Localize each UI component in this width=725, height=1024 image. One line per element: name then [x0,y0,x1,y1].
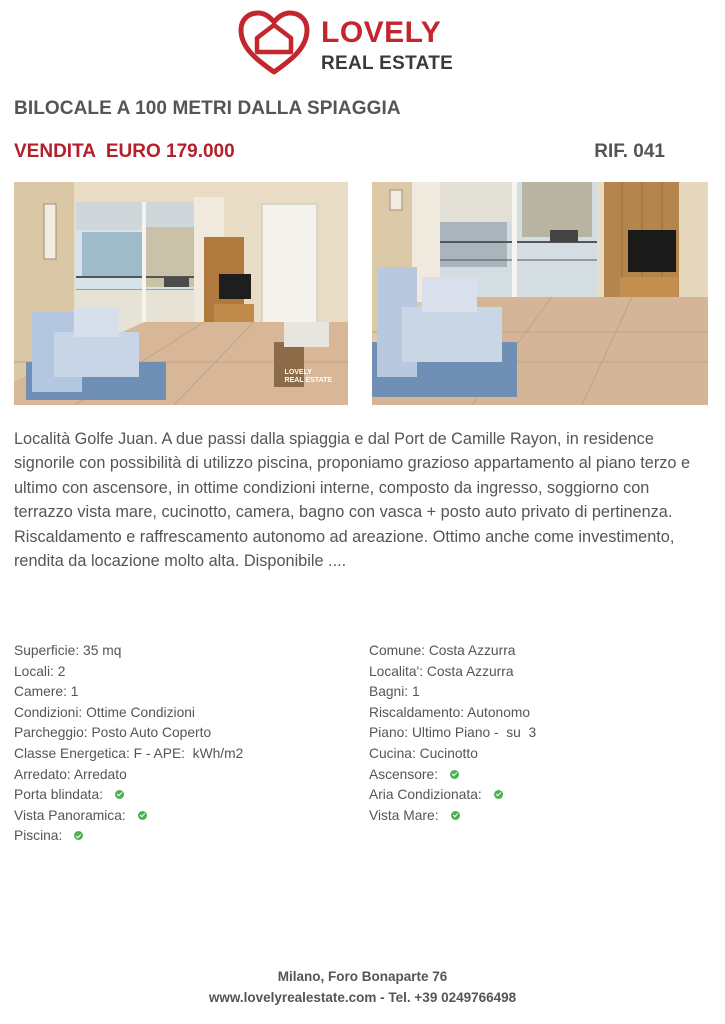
check-icon [115,790,124,799]
feature-label: Riscaldamento: Autonomo [369,704,531,720]
feature-item [14,806,243,827]
feature-label: Porta blindata: [14,787,103,803]
listing-description: Località Golfe Juan. A due passi dalla spiaggia e dal Port de Camille Rayon, in residence signorile con possibilità di utilizzo piscina, proponiamo grazioso appartamento al piano terzo e ultimo con ascensore, in ottime condizioni interne, composto da ingresso, soggiorno con terrazzo vista mare, cucinotto, camera, bagno con vasca + posto auto privato di pertinenza. Riscaldamento e raffrescamento autonomo ad areazione. Ottimo anche come investimento, rendita da locazione molto alta. Disponibile .... [14,430,691,571]
feature-label: Vista Panoramica: [14,807,126,823]
check-icon [494,790,503,799]
feature-label: Arredato: Arredato [14,766,127,782]
watermark-line1: LOVELY [284,369,312,376]
features-left-column [14,641,243,847]
feature-item [369,703,536,724]
feature-label: Ascensore: [369,766,439,782]
check-icon [138,811,147,820]
feature-label: Camere: 1 [14,684,79,700]
feature-item [369,641,536,662]
feature-item [369,723,536,744]
feature-label: Parcheggio: Posto Auto Coperto [14,725,212,741]
feature-label: Bagni: 1 [369,684,420,700]
listing-photo-2 [372,182,708,405]
feature-item [14,703,243,724]
feature-label: Vista Mare: [369,807,439,823]
feature-item [14,765,243,786]
feature-item [369,806,536,827]
feature-label: Comune: Costa Azzurra [369,643,516,658]
watermark [285,369,332,385]
feature-item [14,744,243,765]
feature-item [369,785,536,806]
brand-subtitle: REAL ESTATE [321,53,454,74]
brand-name: LOVELY [321,16,442,49]
feature-label: Piscina: [14,828,63,844]
brand-logo [237,8,457,76]
feature-label: Locali: 2 [14,663,66,679]
footer-address: Milano, Foro Bonaparte 76 [277,969,448,984]
feature-label: Condizioni: Ottime Condizioni [14,704,195,720]
check-icon [450,770,459,779]
listing-price: VENDITA EURO 179.000 [14,141,235,162]
feature-item [14,826,243,847]
feature-item [14,682,243,703]
listing-title: BILOCALE A 100 METRI DALLA SPIAGGIA [14,98,401,119]
feature-item [14,723,243,744]
feature-item [369,744,536,765]
heart-house-logo-icon [237,10,311,76]
feature-label: Superficie: 35 mq [14,643,122,658]
feature-label: Aria Condizionata: [369,787,482,803]
features-right-column [369,641,536,826]
watermark-line2: REAL ESTATE [284,377,332,384]
listing-photo-1 [14,182,348,405]
feature-label: Classe Energetica: F - APE: kWh/m2 [14,745,244,761]
feature-item [369,662,536,683]
feature-item [369,682,536,703]
feature-item [14,641,243,662]
listing-reference: RIF. 041 [594,141,665,162]
check-icon [451,811,460,820]
feature-label: Cucina: Cucinotto [369,745,478,761]
check-icon [74,831,83,840]
feature-label: Localita': Costa Azzurra [369,663,514,679]
living-room-photo-icon [372,182,708,405]
feature-label: Piano: Ultimo Piano - su 3 [369,725,537,741]
feature-item [369,765,536,786]
feature-item [14,785,243,806]
footer-contact: www.lovelyrealestate.com - Tel. +39 0249766498 [208,990,517,1005]
feature-item [14,662,243,683]
